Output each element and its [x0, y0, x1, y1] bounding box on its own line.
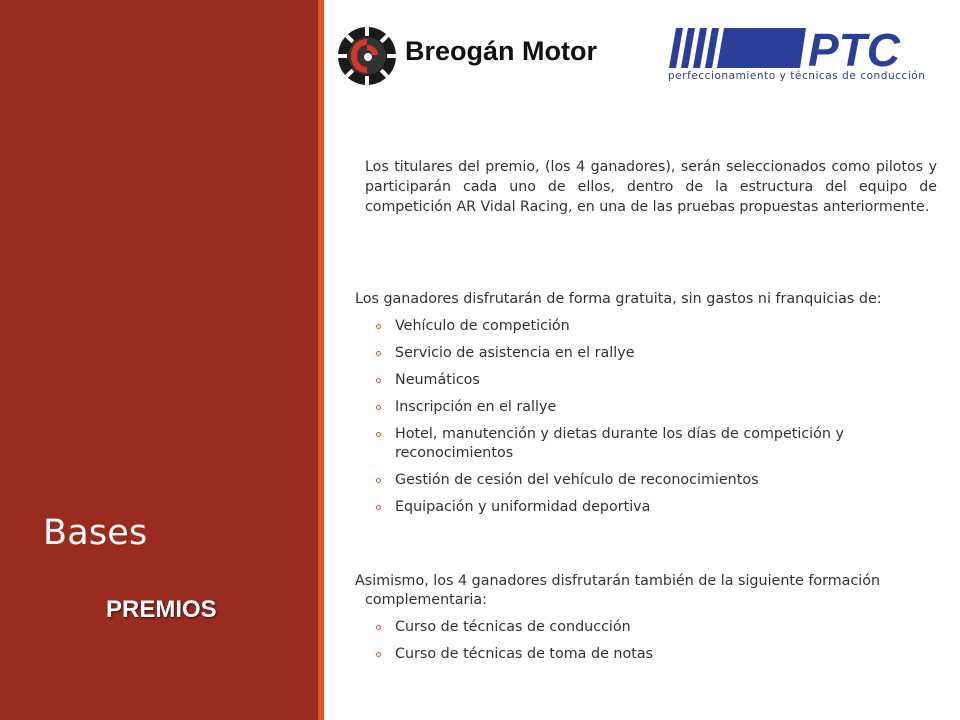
sidebar-panel [0, 0, 318, 720]
bullet-icon [376, 478, 381, 483]
list-item-text: Hotel, manutención y dietas durante los días de competición y reconocimientos [395, 426, 844, 461]
list-item [355, 371, 940, 390]
list-item [355, 398, 940, 417]
ptc-wordmark: PTC [808, 24, 900, 70]
bullet-icon [376, 652, 381, 657]
section-title: Bases [43, 513, 148, 553]
benefits-lead: Los ganadores disfrutarán de forma gratuita, sin gastos ni franquicias de: [355, 291, 882, 307]
training-lead: Asimismo, los 4 ganadores disfrutarán también de la siguiente formación complementaria: [355, 573, 881, 608]
list-item [355, 344, 940, 363]
bullet-icon [376, 505, 381, 510]
breogan-motor-logo [337, 26, 627, 86]
bullet-icon [376, 351, 381, 356]
ptc-tagline: perfeccionamiento y técnicas de conducción [668, 70, 926, 82]
ptc-logo-mark-icon [666, 24, 942, 70]
list-item [355, 317, 940, 336]
training-list [355, 618, 940, 664]
list-item-text: Equipación y uniformidad deportiva [395, 499, 651, 515]
bullet-icon [376, 432, 381, 437]
bullet-icon [376, 625, 381, 630]
list-item [355, 645, 940, 664]
training-section [355, 572, 940, 664]
intro-paragraph: Los titulares del premio, (los 4 ganadores), serán seleccionados como pilotos y participarán cada uno de ellos, dentro de la estructura del equipo de competición AR Vidal Racing, en una de las pruebas propuestas anteriormente. [365, 159, 937, 215]
list-item [355, 471, 940, 490]
sidebar-divider [318, 0, 324, 720]
list-item-text: Servicio de asistencia en el rallye [395, 345, 635, 361]
list-item-text: Inscripción en el rallye [395, 399, 557, 415]
section-subtitle: PREMIOS [106, 596, 217, 623]
bullet-icon [376, 378, 381, 383]
benefits-section [355, 290, 940, 517]
list-item-text: Curso de técnicas de conducción [395, 619, 631, 635]
breogan-emblem-icon [337, 26, 397, 86]
benefits-list [355, 317, 940, 517]
bullet-icon [376, 324, 381, 329]
list-item-text: Neumáticos [395, 372, 480, 388]
list-item-text: Curso de técnicas de toma de notas [395, 646, 654, 662]
ptc-logo [666, 24, 942, 88]
list-item [355, 498, 940, 517]
bullet-icon [376, 405, 381, 410]
list-item-text: Vehículo de competición [395, 318, 570, 334]
list-item [355, 618, 940, 637]
list-item [355, 425, 940, 463]
list-item-text: Gestión de cesión del vehículo de reconocimientos [395, 472, 759, 488]
breogan-motor-name: Breogán Motor [405, 36, 597, 66]
